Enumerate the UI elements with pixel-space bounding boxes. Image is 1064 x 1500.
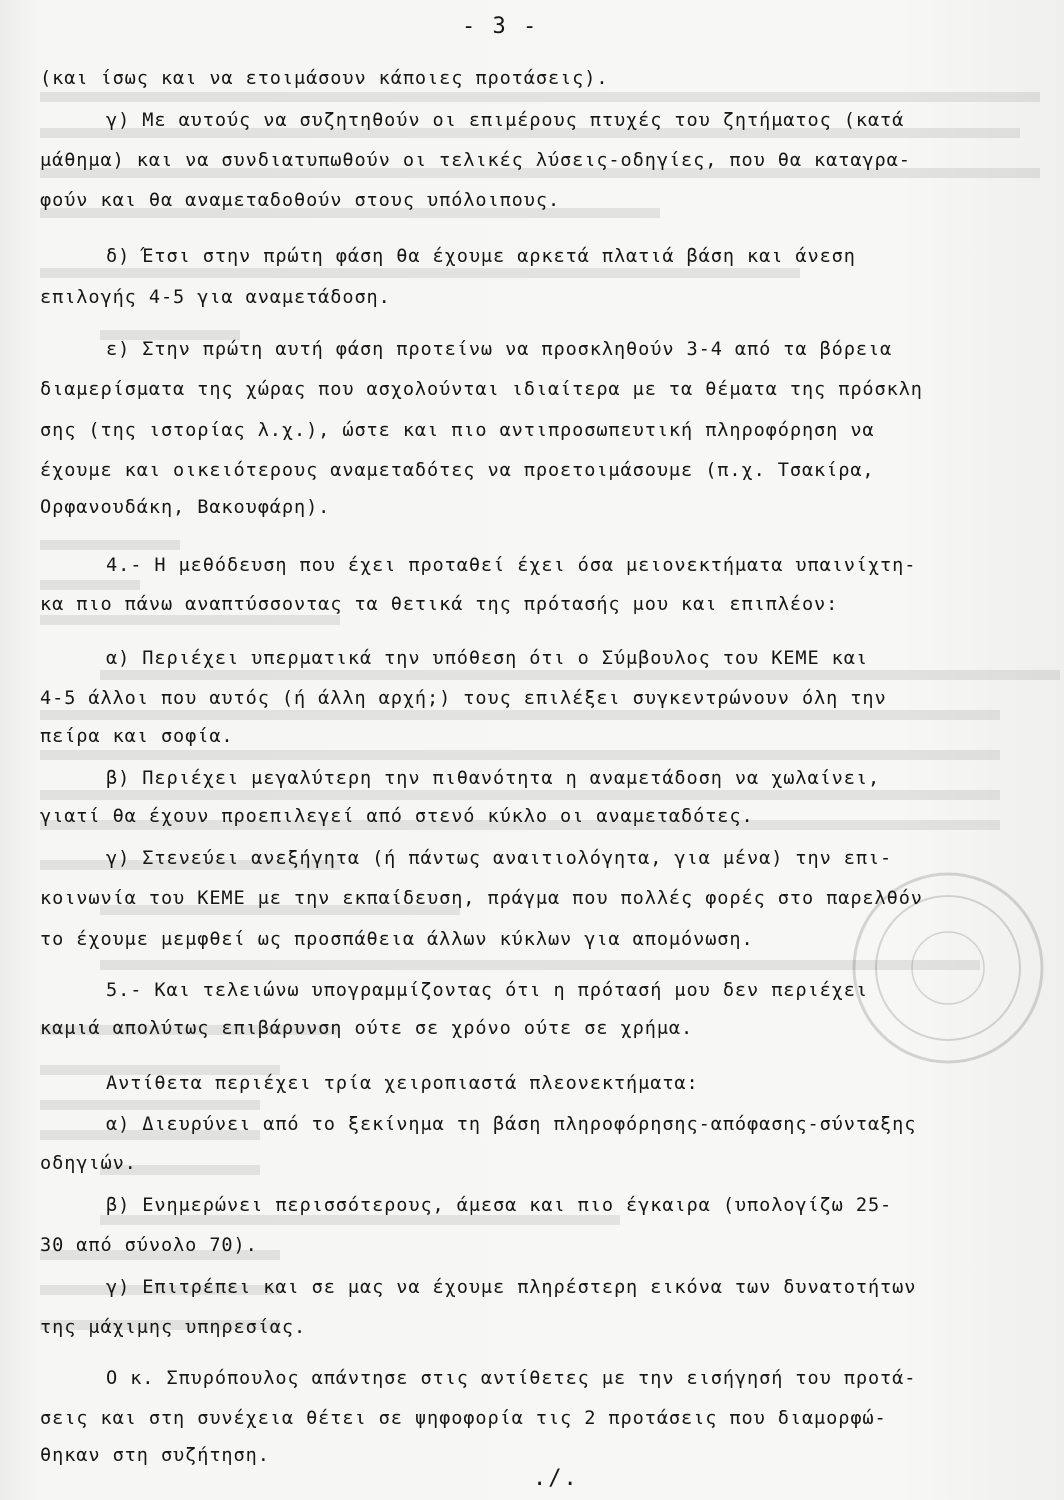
text-line: 30 από σύνολο 70). [40,1235,258,1256]
text-line: κοινωνία του ΚΕΜΕ με την εκπαίδευση, πράγμα που πολλές φορές στο παρελθόν [40,888,923,909]
text-line: πείρα και σοφία. [40,726,234,747]
text-line: γ) Επιτρέπει και σε μας να έχουμε πληρέστερη εικόνα των δυνατοτήτων [106,1277,917,1298]
text-line: β) Ενημερώνει περισσότερους, άμεσα και πιο έγκαιρα (υπολογίζω 25- [106,1195,893,1216]
text-line: μάθημα) και να συνδιατυπωθούν οι τελικές λύσεις-οδηγίες, που θα καταγρα- [40,150,911,171]
text-line: γ) Στενεύει ανεξήγητα (ή πάντως αναιτιολόγητα, για μένα) την επι- [106,848,893,869]
text-line: θηκαν στη συζήτηση. [40,1445,270,1466]
text-line: σης (της ιστορίας λ.χ.), ώστε και πιο αντιπροσωπευτική πληροφόρηση να [40,420,875,441]
text-line: Ορφανουδάκη, Βακουφάρη). [40,497,331,518]
text-line: 4.- Η μεθόδευση που έχει προταθεί έχει όσα μειονεκτήματα υπαινίχτη- [106,555,917,576]
text-line: γιατί θα έχουν προεπιλεγεί από στενό κύκλο οι αναμεταδότες. [40,806,754,827]
text-line: ε) Στην πρώτη αυτή φάση προτείνω να προσκληθούν 3-4 από τα βόρεια [106,339,893,360]
continuation-mark: ./. [533,1466,579,1491]
text-line: σεις και στη συνέχεια θέτει σε ψηφοφορία τις 2 προτάσεις που διαμορφώ- [40,1408,887,1429]
text-line: δ) Έτσι στην πρώτη φάση θα έχουμε αρκετά πλατιά βάση και άνεση [106,246,856,267]
text-line: α) Διευρύνει από το ξεκίνημα τη βάση πληροφόρησης-απόφασης-σύνταξης [106,1114,917,1135]
text-line: Αντίθετα περιέχει τρία χειροπιαστά πλεονεκτήματα: [106,1073,699,1094]
text-line: το έχουμε μεμφθεί ως προσπάθεια άλλων κύκλων για απομόνωση. [40,929,754,950]
text-line: διαμερίσματα της χώρας που ασχολούνται ιδιαίτερα με τα θέματα της πρόσκλη [40,379,923,400]
text-line: (και ίσως και να ετοιμάσουν κάποιες προτάσεις). [40,68,609,89]
text-line: έχουμε και οικειότερους αναμεταδότες να προετοιμάσουμε (π.χ. Τσακίρα, [40,460,875,481]
text-line: κα πιο πάνω αναπτύσσοντας τα θετικά της πρότασής μου και επιπλέον: [40,594,839,615]
text-line: οδηγιών. [40,1153,137,1174]
text-line: Ο κ. Σπυρόπουλος απάντησε στις αντίθετες με την εισήγησή του προτά- [106,1368,917,1389]
text-line: φούν και θα αναμεταδοθούν στους υπόλοιπους. [40,190,561,211]
text-line: γ) Με αυτούς να συζητηθούν οι επιμέρους πτυχές του ζητήματος (κατά [106,110,905,131]
text-line: καμιά απολύτως επιβάρυνση ούτε σε χρόνο ούτε σε χρήμα. [40,1018,694,1039]
text-line: 5.- Και τελειώνω υπογραμμίζοντας ότι η πρότασή μου δεν περιέχει [106,980,868,1001]
text-line: α) Περιέχει υπερματικά την υπόθεση ότι ο Σύμβουλος του ΚΕΜΕ και [106,648,868,669]
page-number: - 3 - [462,14,539,39]
text-line: της μάχιμης υπηρεσίας. [40,1317,307,1338]
text-line: β) Περιέχει μεγαλύτερη την πιθανότητα η αναμετάδοση να χωλαίνει, [106,768,881,789]
text-line: 4-5 άλλοι που αυτός (ή άλλη αρχή;) τους επιλέξει συγκεντρώνουν όλη την [40,688,887,709]
text-line: επιλογής 4-5 για αναμετάδοση. [40,287,391,308]
